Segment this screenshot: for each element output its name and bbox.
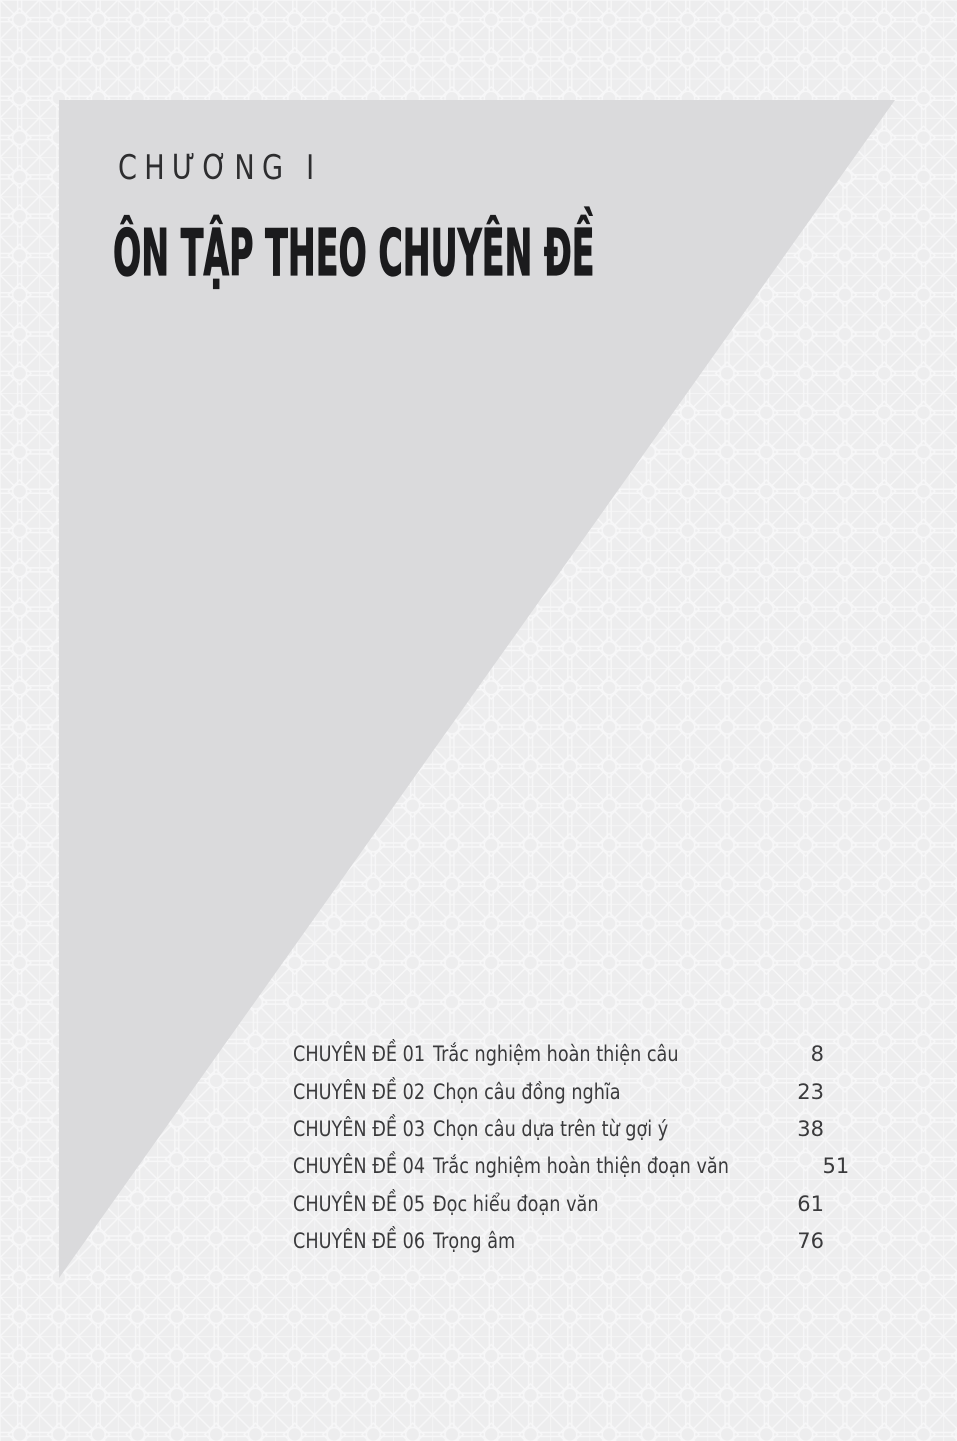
toc-item-page-number: 38	[797, 1116, 824, 1141]
toc-item-title: Chọn câu dựa trên từ gợi ý	[433, 1116, 669, 1141]
toc-row	[293, 1073, 824, 1110]
toc-row	[293, 1148, 850, 1185]
toc-item-page-number: 51	[822, 1154, 850, 1179]
toc-item-label: CHUYÊN ĐỀ 01	[293, 1042, 426, 1067]
toc-row	[293, 1036, 824, 1073]
toc-item-title: Trọng âm	[433, 1229, 516, 1254]
toc-item-title: Trắc nghiệm hoàn thiện đoạn văn	[433, 1154, 729, 1179]
table-of-contents	[293, 1036, 850, 1260]
toc-item-label: CHUYÊN ĐỀ 02	[293, 1079, 426, 1104]
toc-item-page-number: 23	[797, 1079, 824, 1104]
toc-item-title: Chọn câu đồng nghĩa	[433, 1079, 621, 1104]
chapter-label: CHƯƠNG I	[118, 148, 322, 188]
toc-row	[293, 1223, 824, 1260]
toc-item-title: Trắc nghiệm hoàn thiện câu	[433, 1042, 679, 1067]
toc-item-label: CHUYÊN ĐỀ 06	[293, 1229, 426, 1254]
toc-item-page-number: 61	[797, 1191, 824, 1216]
toc-row	[293, 1186, 824, 1223]
toc-item-title: Đọc hiểu đoạn văn	[433, 1191, 599, 1216]
toc-item-label: CHUYÊN ĐỀ 04	[293, 1154, 426, 1179]
chapter-title: ÔN TẬP THEO CHUYÊN ĐỀ	[113, 217, 595, 291]
toc-row	[293, 1111, 824, 1148]
toc-item-label: CHUYÊN ĐỀ 03	[293, 1116, 426, 1141]
toc-item-label: CHUYÊN ĐỀ 05	[293, 1191, 426, 1216]
toc-item-page-number: 76	[797, 1229, 824, 1254]
toc-item-page-number: 8	[810, 1042, 824, 1067]
